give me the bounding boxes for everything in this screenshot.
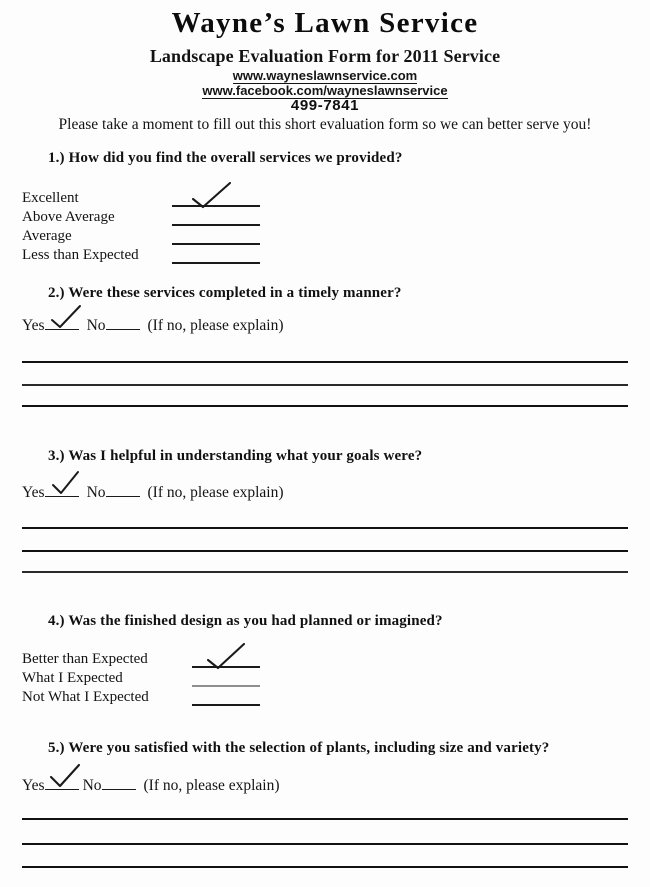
option-blank-line[interactable]: [192, 685, 260, 687]
no-blank[interactable]: [102, 775, 136, 790]
option-blank-line[interactable]: [192, 666, 260, 668]
if-no-note: (If no, please explain): [147, 317, 284, 334]
option-blank-line[interactable]: [172, 243, 260, 245]
option-blank-line[interactable]: [172, 205, 260, 207]
yes-blank[interactable]: [45, 775, 79, 790]
phone-number: 499-7841: [290, 97, 360, 114]
question-5-yesno-row[interactable]: [22, 775, 280, 797]
option-blank-line[interactable]: [192, 704, 260, 706]
website-url-line: [0, 68, 650, 83]
website-url[interactable]: www.wayneslawnservice.com: [232, 68, 418, 83]
question-5-writein-line-1[interactable]: [22, 818, 628, 820]
question-2-writein-line-2[interactable]: [22, 384, 628, 386]
question-5-writein-line-2[interactable]: [22, 843, 628, 845]
no-blank[interactable]: [106, 482, 140, 497]
option-label: Not What I Expected: [22, 689, 149, 705]
option-blank-line[interactable]: [172, 262, 260, 264]
yes-label: Yes: [22, 317, 45, 334]
no-label: No: [82, 777, 102, 794]
question-3-yesno-row[interactable]: [22, 482, 284, 504]
facebook-url-line: [0, 83, 650, 98]
facebook-url[interactable]: www.facebook.com/wayneslawnservice: [202, 83, 448, 98]
option-blank-line[interactable]: [172, 224, 260, 226]
question-3-writein-line-3[interactable]: [22, 571, 628, 573]
yes-blank[interactable]: [45, 315, 79, 330]
no-label: No: [86, 484, 106, 501]
option-label: Average: [22, 228, 72, 244]
question-2-writein-line-1[interactable]: [22, 361, 628, 363]
question-5-heading: 5.) Were you satisfied with the selection of plants, including size and variety?: [48, 740, 550, 756]
question-2-yesno-row[interactable]: [22, 315, 284, 337]
if-no-note: (If no, please explain): [143, 777, 280, 794]
option-label: Less than Expected: [22, 247, 139, 263]
question-3-writein-line-1[interactable]: [22, 527, 628, 529]
option-label: What I Expected: [22, 670, 123, 686]
question-3-heading: 3.) Was I helpful in understanding what your goals were?: [48, 448, 423, 464]
no-blank[interactable]: [106, 315, 140, 330]
business-title: Wayne’s Lawn Service: [171, 7, 479, 39]
option-label: Above Average: [22, 209, 115, 225]
no-label: No: [86, 317, 106, 334]
yes-blank[interactable]: [45, 482, 79, 497]
question-2-heading: 2.) Were these services completed in a timely manner?: [48, 285, 402, 301]
option-label: Better than Expected: [22, 651, 148, 667]
question-1-heading: 1.) How did you find the overall services we provided?: [48, 150, 403, 166]
if-no-note: (If no, please explain): [147, 484, 284, 501]
question-5-writein-line-3[interactable]: [22, 866, 628, 868]
option-label: Excellent: [22, 190, 79, 206]
yes-label: Yes: [22, 777, 45, 794]
question-4-heading: 4.) Was the finished design as you had planned or imagined?: [48, 613, 443, 629]
yes-label: Yes: [22, 484, 45, 501]
intro-text: Please take a moment to fill out this short evaluation form so we can better serve you!: [58, 116, 592, 133]
question-3-writein-line-2[interactable]: [22, 550, 628, 552]
question-2-writein-line-3[interactable]: [22, 405, 628, 407]
form-subtitle: Landscape Evaluation Form for 2011 Service: [149, 46, 501, 66]
